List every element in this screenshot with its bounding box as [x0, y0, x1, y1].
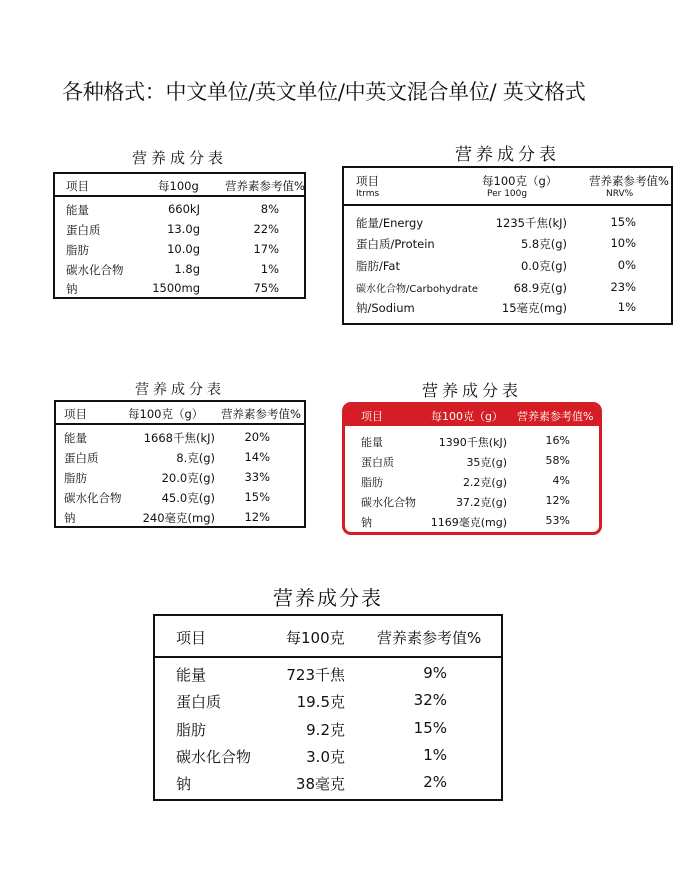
row-nrv: 75% — [253, 281, 279, 295]
row-item: 蛋白质 — [64, 451, 99, 465]
header-item: 项目 — [176, 629, 207, 647]
row-nrv: 1% — [617, 300, 636, 314]
row-nrv: 15% — [413, 719, 447, 737]
header-per-100: 每100克（g） — [431, 410, 503, 423]
header-per-100: 每100克 — [286, 629, 345, 647]
row-value: 723千焦 — [286, 666, 345, 684]
page-heading: 各种格式：中文单位/英文单位/中英文混合单位/ 英文格式 — [62, 80, 586, 104]
subheader-item: Itrms — [356, 189, 380, 199]
table-4-title: 营养成分表 — [421, 381, 522, 400]
header-item: 项目 — [356, 174, 379, 188]
header-item: 项目 — [66, 179, 89, 193]
row-value: 8.克(g) — [176, 451, 215, 465]
header-divider — [344, 204, 671, 206]
row-value: 15毫克(mg) — [501, 301, 567, 315]
row-value: 3.0克 — [306, 748, 345, 766]
subheader-nrv: NRV% — [606, 189, 634, 199]
row-value: 1500mg — [152, 281, 200, 295]
header-divider — [56, 423, 304, 425]
row-item: 蛋白质 — [361, 456, 394, 469]
nutrition-table-2 — [342, 166, 673, 325]
table-1-title: 营养成分表 — [131, 149, 227, 167]
row-value: 20.0克(g) — [161, 471, 215, 485]
row-value: 35克(g) — [466, 456, 507, 469]
row-value: 45.0克(g) — [161, 491, 215, 505]
row-item: 蛋白质 — [176, 693, 222, 711]
header-nrv: 营养素参考值% — [377, 629, 482, 647]
nutrition-table-5 — [153, 614, 503, 801]
row-value: 1.8g — [174, 262, 200, 276]
row-nrv: 15% — [244, 490, 270, 504]
row-nrv: 33% — [244, 470, 270, 484]
row-nrv: 12% — [545, 494, 570, 507]
row-item: 钠 — [66, 282, 78, 296]
row-nrv: 23% — [610, 280, 636, 294]
row-nrv: 58% — [545, 454, 570, 467]
row-nrv: 1% — [260, 262, 279, 276]
row-nrv: 10% — [610, 236, 636, 250]
row-value: 0.0克(g) — [520, 259, 567, 273]
table-3-title: 营养成分表 — [135, 382, 225, 398]
row-item: 能量 — [66, 203, 89, 217]
row-nrv: 14% — [244, 450, 270, 464]
row-nrv: 15% — [610, 215, 636, 229]
row-nrv: 53% — [545, 514, 570, 527]
table-2-title: 营养成分表 — [455, 145, 560, 165]
nutrition-table-1 — [53, 172, 306, 299]
header-divider — [155, 656, 501, 658]
row-value: 1668千焦(kJ) — [143, 431, 215, 445]
row-nrv: 32% — [413, 691, 447, 709]
row-item: 脂肪 — [64, 471, 87, 485]
row-value: 660kJ — [167, 202, 200, 216]
row-item: 能量 — [176, 666, 207, 684]
row-value: 1235千焦(kJ) — [495, 216, 567, 230]
row-value: 10.0g — [167, 242, 200, 256]
row-item: 碳水化合物/Carbohydrate — [356, 284, 478, 295]
row-value: 19.5克 — [296, 693, 345, 711]
row-nrv: 8% — [260, 202, 279, 216]
row-value: 240毫克(mg) — [142, 511, 215, 525]
row-nrv: 12% — [244, 510, 270, 524]
row-nrv: 22% — [253, 222, 279, 236]
row-item: 脂肪/Fat — [356, 259, 400, 273]
row-item: 能量 — [64, 431, 87, 445]
nutrition-table-3 — [54, 400, 306, 528]
row-item: 碳水化合物 — [176, 748, 252, 766]
row-nrv: 0% — [617, 258, 636, 272]
row-value: 9.2克 — [306, 721, 345, 739]
row-item: 碳水化合物 — [361, 496, 416, 509]
row-item: 钠 — [64, 511, 76, 525]
row-value: 68.9克(g) — [513, 281, 567, 295]
row-item: 脂肪 — [361, 476, 383, 489]
row-item: 钠/Sodium — [356, 301, 415, 315]
row-nrv: 16% — [545, 434, 570, 447]
row-item: 蛋白质/Protein — [356, 237, 435, 251]
table-5-title: 营养成分表 — [273, 586, 383, 610]
header-nrv: 营养素参考值% — [589, 174, 669, 188]
header-nrv: 营养素参考值% — [225, 179, 305, 193]
row-item: 蛋白质 — [66, 223, 101, 237]
row-item: 碳水化合物 — [64, 491, 122, 505]
row-value: 38毫克 — [295, 775, 345, 793]
row-item: 能量/Energy — [356, 216, 424, 230]
header-per-100: 每100克（g） — [128, 407, 204, 421]
header-divider — [55, 195, 304, 197]
header-per-100: 每100克（g） — [482, 174, 558, 188]
nutrition-table-4 — [342, 402, 602, 535]
row-item: 钠 — [176, 775, 192, 793]
header-nrv: 营养素参考值% — [221, 407, 301, 421]
row-value: 2.2克(g) — [462, 476, 507, 489]
row-value: 13.0g — [167, 222, 200, 236]
header-nrv: 营养素参考值% — [517, 410, 594, 423]
header-per-100: 每100g — [158, 179, 199, 193]
row-nrv: 9% — [423, 664, 447, 682]
header-item: 项目 — [64, 407, 87, 421]
row-item: 碳水化合物 — [66, 263, 124, 277]
row-nrv: 1% — [423, 746, 447, 764]
row-nrv: 2% — [423, 773, 447, 791]
row-item: 钠 — [361, 516, 372, 529]
subheader-per-100: Per 100g — [487, 189, 528, 199]
row-nrv: 17% — [253, 242, 279, 256]
row-value: 1169毫克(mg) — [430, 516, 507, 529]
row-item: 脂肪 — [176, 721, 207, 739]
header-item: 项目 — [361, 410, 383, 423]
row-value: 37.2克(g) — [455, 496, 507, 509]
row-nrv: 20% — [244, 430, 270, 444]
row-value: 5.8克(g) — [520, 237, 567, 251]
row-item: 能量 — [361, 436, 383, 449]
row-nrv: 4% — [552, 474, 570, 487]
row-value: 1390千焦(kJ) — [438, 436, 507, 449]
row-item: 脂肪 — [66, 243, 89, 257]
